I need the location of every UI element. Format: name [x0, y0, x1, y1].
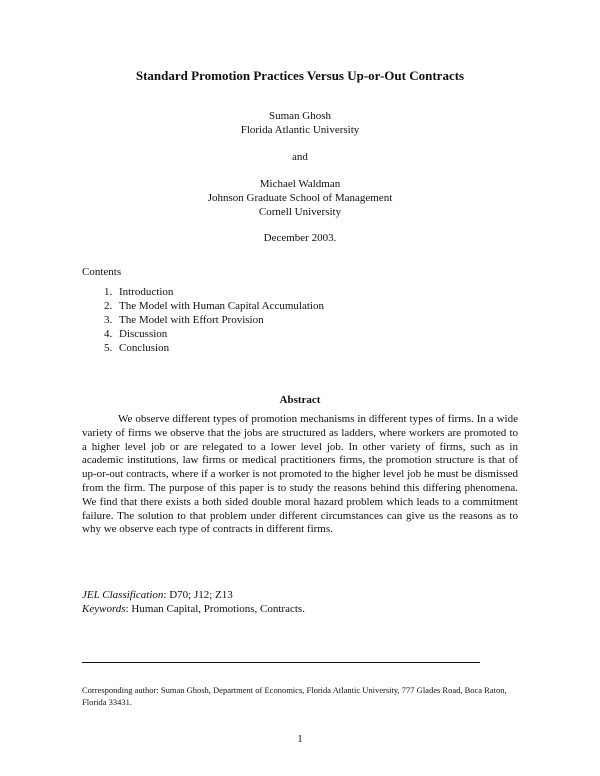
toc-number: 5.: [104, 342, 113, 354]
toc-number: 1.: [104, 286, 113, 298]
footnote-divider: [82, 662, 480, 663]
toc-text: Conclusion: [119, 342, 170, 354]
toc-text: The Model with Effort Provision: [119, 314, 264, 326]
jel-label: JEL Classification: [82, 589, 164, 601]
author-block-1: [0, 109, 600, 137]
toc-number: 2.: [104, 300, 113, 312]
jel-value: : D70; J12; Z13: [163, 589, 233, 601]
abstract-heading: Abstract: [279, 394, 321, 406]
jel-line: [82, 588, 305, 602]
author-name: Michael Waldman: [259, 178, 341, 190]
classification-block: [82, 588, 305, 616]
toc-text: Discussion: [119, 328, 168, 340]
paper-date: December 2003.: [263, 232, 337, 244]
toc-number: 3.: [104, 314, 113, 326]
table-of-contents: [104, 285, 324, 355]
toc-text: The Model with Human Capital Accumulation: [119, 300, 324, 312]
author-affiliation: Florida Atlantic University: [240, 124, 360, 136]
author-conjunction: and: [292, 151, 308, 163]
toc-item: [104, 299, 324, 313]
contents-heading: Contents: [82, 266, 122, 278]
keywords-label: Keywords: [82, 603, 126, 615]
author-name: Suman Ghosh: [268, 110, 332, 122]
author-block-2: [0, 177, 600, 219]
footnote: Corresponding author: Suman Ghosh, Department of Economics, Florida Atlantic University, 777 Glades Road, Boca Raton, Florida 33431.: [82, 685, 507, 707]
keywords-line: [82, 602, 305, 616]
keywords-value: : Human Capital, Promotions, Contracts.: [125, 603, 305, 615]
toc-text: Introduction: [119, 286, 174, 298]
abstract-body: We observe different types of promotion mechanisms in different types of firms. In a wide variety of firms we observe that the jobs are structured as ladders, where workers are promoted to a higher level job or are relegated to a lower level job. In other variety of firms, such as in academic institutions, law firms or medical practitioners firms, the promotion structure is that of up-or-out contracts, where if a worker is not promoted to the higher level job he must be dismissed from the firm. The purpose of this paper is to study the reasons behind this differing phenomena. We find that there exists a both sided double moral hazard problem which leads to a commitment failure. The solution to that problem under different circumstances can give us the reasons as to why we observe each type of contracts in different firms.: [82, 413, 518, 536]
paper-title: Standard Promotion Practices Versus Up-or-Out Contracts: [135, 68, 465, 83]
toc-item: [104, 285, 324, 299]
toc-item: [104, 341, 324, 355]
page-number: 1: [297, 733, 303, 745]
author-affiliation: Johnson Graduate School of Management: [207, 192, 393, 204]
toc-item: [104, 327, 324, 341]
author-affiliation: Cornell University: [258, 206, 342, 218]
toc-number: 4.: [104, 328, 113, 340]
toc-item: [104, 313, 324, 327]
